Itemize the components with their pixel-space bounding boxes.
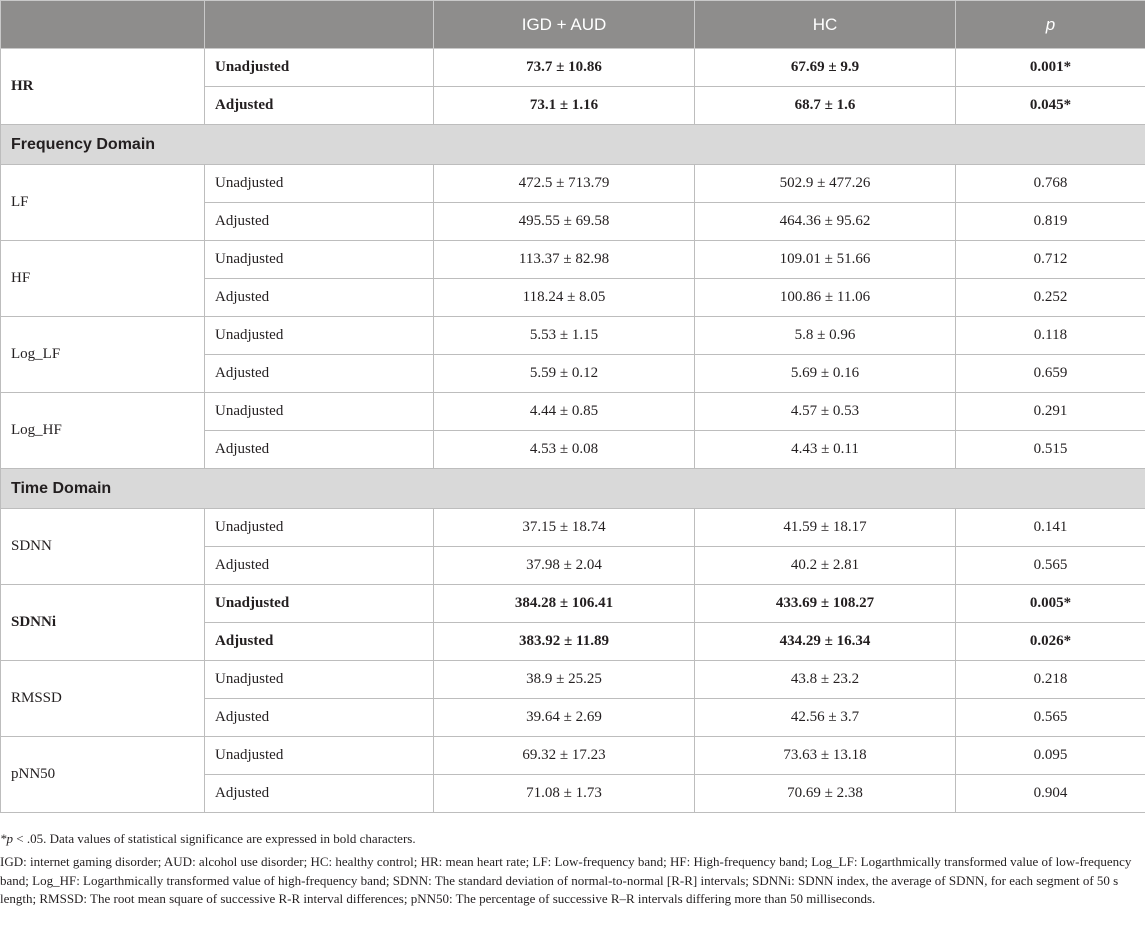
hc-value: 68.7 ± 1.6 xyxy=(695,87,956,125)
section-time-domain: Time Domain xyxy=(1,469,1145,509)
p-value: 0.291 xyxy=(956,393,1145,431)
table-row xyxy=(1,393,1145,431)
adjust-label: Adjusted xyxy=(205,87,434,125)
table-row xyxy=(1,241,1145,279)
section-row xyxy=(1,125,1145,165)
header-row xyxy=(1,1,1145,49)
measure-label: HR xyxy=(1,49,205,125)
p-value: 0.904 xyxy=(956,775,1145,813)
hc-value: 43.8 ± 23.2 xyxy=(695,661,956,699)
hc-value: 4.43 ± 0.11 xyxy=(695,431,956,469)
adjust-label: Unadjusted xyxy=(205,737,434,775)
significance-text: < .05. Data values of statistical significance are expressed in bold characters. xyxy=(13,831,416,846)
header-igd-aud: IGD + AUD xyxy=(434,1,695,49)
measure-label: Log_LF xyxy=(1,317,205,393)
igd-aud-value: 383.92 ± 11.89 xyxy=(434,623,695,661)
igd-aud-value: 71.08 ± 1.73 xyxy=(434,775,695,813)
p-value: 0.005* xyxy=(956,585,1145,623)
adjust-label: Unadjusted xyxy=(205,49,434,87)
measure-label: Log_HF xyxy=(1,393,205,469)
adjust-label: Unadjusted xyxy=(205,317,434,355)
measure-label: SDNN xyxy=(1,509,205,585)
hc-value: 502.9 ± 477.26 xyxy=(695,165,956,203)
igd-aud-value: 38.9 ± 25.25 xyxy=(434,661,695,699)
p-value: 0.515 xyxy=(956,431,1145,469)
hc-value: 5.69 ± 0.16 xyxy=(695,355,956,393)
table-row xyxy=(1,317,1145,355)
p-value: 0.001* xyxy=(956,49,1145,87)
hc-value: 70.69 ± 2.38 xyxy=(695,775,956,813)
igd-aud-value: 37.98 ± 2.04 xyxy=(434,547,695,585)
p-value: 0.026* xyxy=(956,623,1145,661)
adjust-label: Adjusted xyxy=(205,355,434,393)
igd-aud-value: 118.24 ± 8.05 xyxy=(434,279,695,317)
adjust-label: Unadjusted xyxy=(205,165,434,203)
hc-value: 42.56 ± 3.7 xyxy=(695,699,956,737)
hc-value: 41.59 ± 18.17 xyxy=(695,509,956,547)
hc-value: 100.86 ± 11.06 xyxy=(695,279,956,317)
section-frequency-domain: Frequency Domain xyxy=(1,125,1145,165)
hc-value: 433.69 ± 108.27 xyxy=(695,585,956,623)
table-row xyxy=(1,509,1145,547)
hc-value: 4.57 ± 0.53 xyxy=(695,393,956,431)
igd-aud-value: 37.15 ± 18.74 xyxy=(434,509,695,547)
igd-aud-value: 472.5 ± 713.79 xyxy=(434,165,695,203)
measure-label: HF xyxy=(1,241,205,317)
hc-value: 464.36 ± 95.62 xyxy=(695,203,956,241)
igd-aud-value: 39.64 ± 2.69 xyxy=(434,699,695,737)
table-row xyxy=(1,661,1145,699)
adjust-label: Adjusted xyxy=(205,431,434,469)
p-value: 0.095 xyxy=(956,737,1145,775)
header-blank-1 xyxy=(1,1,205,49)
section-row xyxy=(1,469,1145,509)
adjust-label: Adjusted xyxy=(205,203,434,241)
hc-value: 109.01 ± 51.66 xyxy=(695,241,956,279)
p-value: 0.819 xyxy=(956,203,1145,241)
table-row xyxy=(1,737,1145,775)
p-value: 0.218 xyxy=(956,661,1145,699)
p-value: 0.045* xyxy=(956,87,1145,125)
header-blank-2 xyxy=(205,1,434,49)
igd-aud-value: 5.59 ± 0.12 xyxy=(434,355,695,393)
measure-label: pNN50 xyxy=(1,737,205,813)
adjust-label: Unadjusted xyxy=(205,661,434,699)
header-hc: HC xyxy=(695,1,956,49)
igd-aud-value: 113.37 ± 82.98 xyxy=(434,241,695,279)
adjust-label: Adjusted xyxy=(205,623,434,661)
hc-value: 5.8 ± 0.96 xyxy=(695,317,956,355)
igd-aud-value: 5.53 ± 1.15 xyxy=(434,317,695,355)
hc-value: 434.29 ± 16.34 xyxy=(695,623,956,661)
p-value: 0.252 xyxy=(956,279,1145,317)
p-value: 0.565 xyxy=(956,547,1145,585)
hc-value: 40.2 ± 2.81 xyxy=(695,547,956,585)
adjust-label: Unadjusted xyxy=(205,509,434,547)
header-p: p xyxy=(956,1,1145,49)
igd-aud-value: 4.44 ± 0.85 xyxy=(434,393,695,431)
measure-label: LF xyxy=(1,165,205,241)
hc-value: 73.63 ± 13.18 xyxy=(695,737,956,775)
adjust-label: Adjusted xyxy=(205,547,434,585)
p-value: 0.565 xyxy=(956,699,1145,737)
adjust-label: Adjusted xyxy=(205,279,434,317)
igd-aud-value: 495.55 ± 69.58 xyxy=(434,203,695,241)
igd-aud-value: 73.7 ± 10.86 xyxy=(434,49,695,87)
adjust-label: Unadjusted xyxy=(205,241,434,279)
table-row xyxy=(1,585,1145,623)
measure-label: SDNNi xyxy=(1,585,205,661)
p-value: 0.118 xyxy=(956,317,1145,355)
p-value: 0.712 xyxy=(956,241,1145,279)
igd-aud-value: 384.28 ± 106.41 xyxy=(434,585,695,623)
p-value: 0.141 xyxy=(956,509,1145,547)
p-value: 0.768 xyxy=(956,165,1145,203)
igd-aud-value: 73.1 ± 1.16 xyxy=(434,87,695,125)
adjust-label: Adjusted xyxy=(205,775,434,813)
table-row xyxy=(1,49,1145,87)
p-value: 0.659 xyxy=(956,355,1145,393)
igd-aud-value: 69.32 ± 17.23 xyxy=(434,737,695,775)
igd-aud-value: 4.53 ± 0.08 xyxy=(434,431,695,469)
adjust-label: Unadjusted xyxy=(205,585,434,623)
significance-footnote xyxy=(0,830,1135,849)
hc-value: 67.69 ± 9.9 xyxy=(695,49,956,87)
adjust-label: Adjusted xyxy=(205,699,434,737)
measure-label: RMSSD xyxy=(1,661,205,737)
adjust-label: Unadjusted xyxy=(205,393,434,431)
abbreviations-footnote: IGD: internet gaming disorder; AUD: alcohol use disorder; HC: healthy control; HR: mean heart rate; LF: Low-frequency band; HF: High-frequency band; Log_LF: Logarthmically transformed value of low-frequency band; Log_HF: Logarthmically transformed value of high-frequency band; SDNN: The standard deviation of normal-to-normal [R-R] intervals; SDNNi: SDNN index, the average of SDNN, for each segment of 50 s length; RMSSD: The root mean square of successive R-R interval differences; pNN50: The percentage of successive R–R intervals differing more than 50 milliseconds. xyxy=(0,854,1132,906)
p-symbol: *p xyxy=(0,831,13,846)
table-row xyxy=(1,165,1145,203)
